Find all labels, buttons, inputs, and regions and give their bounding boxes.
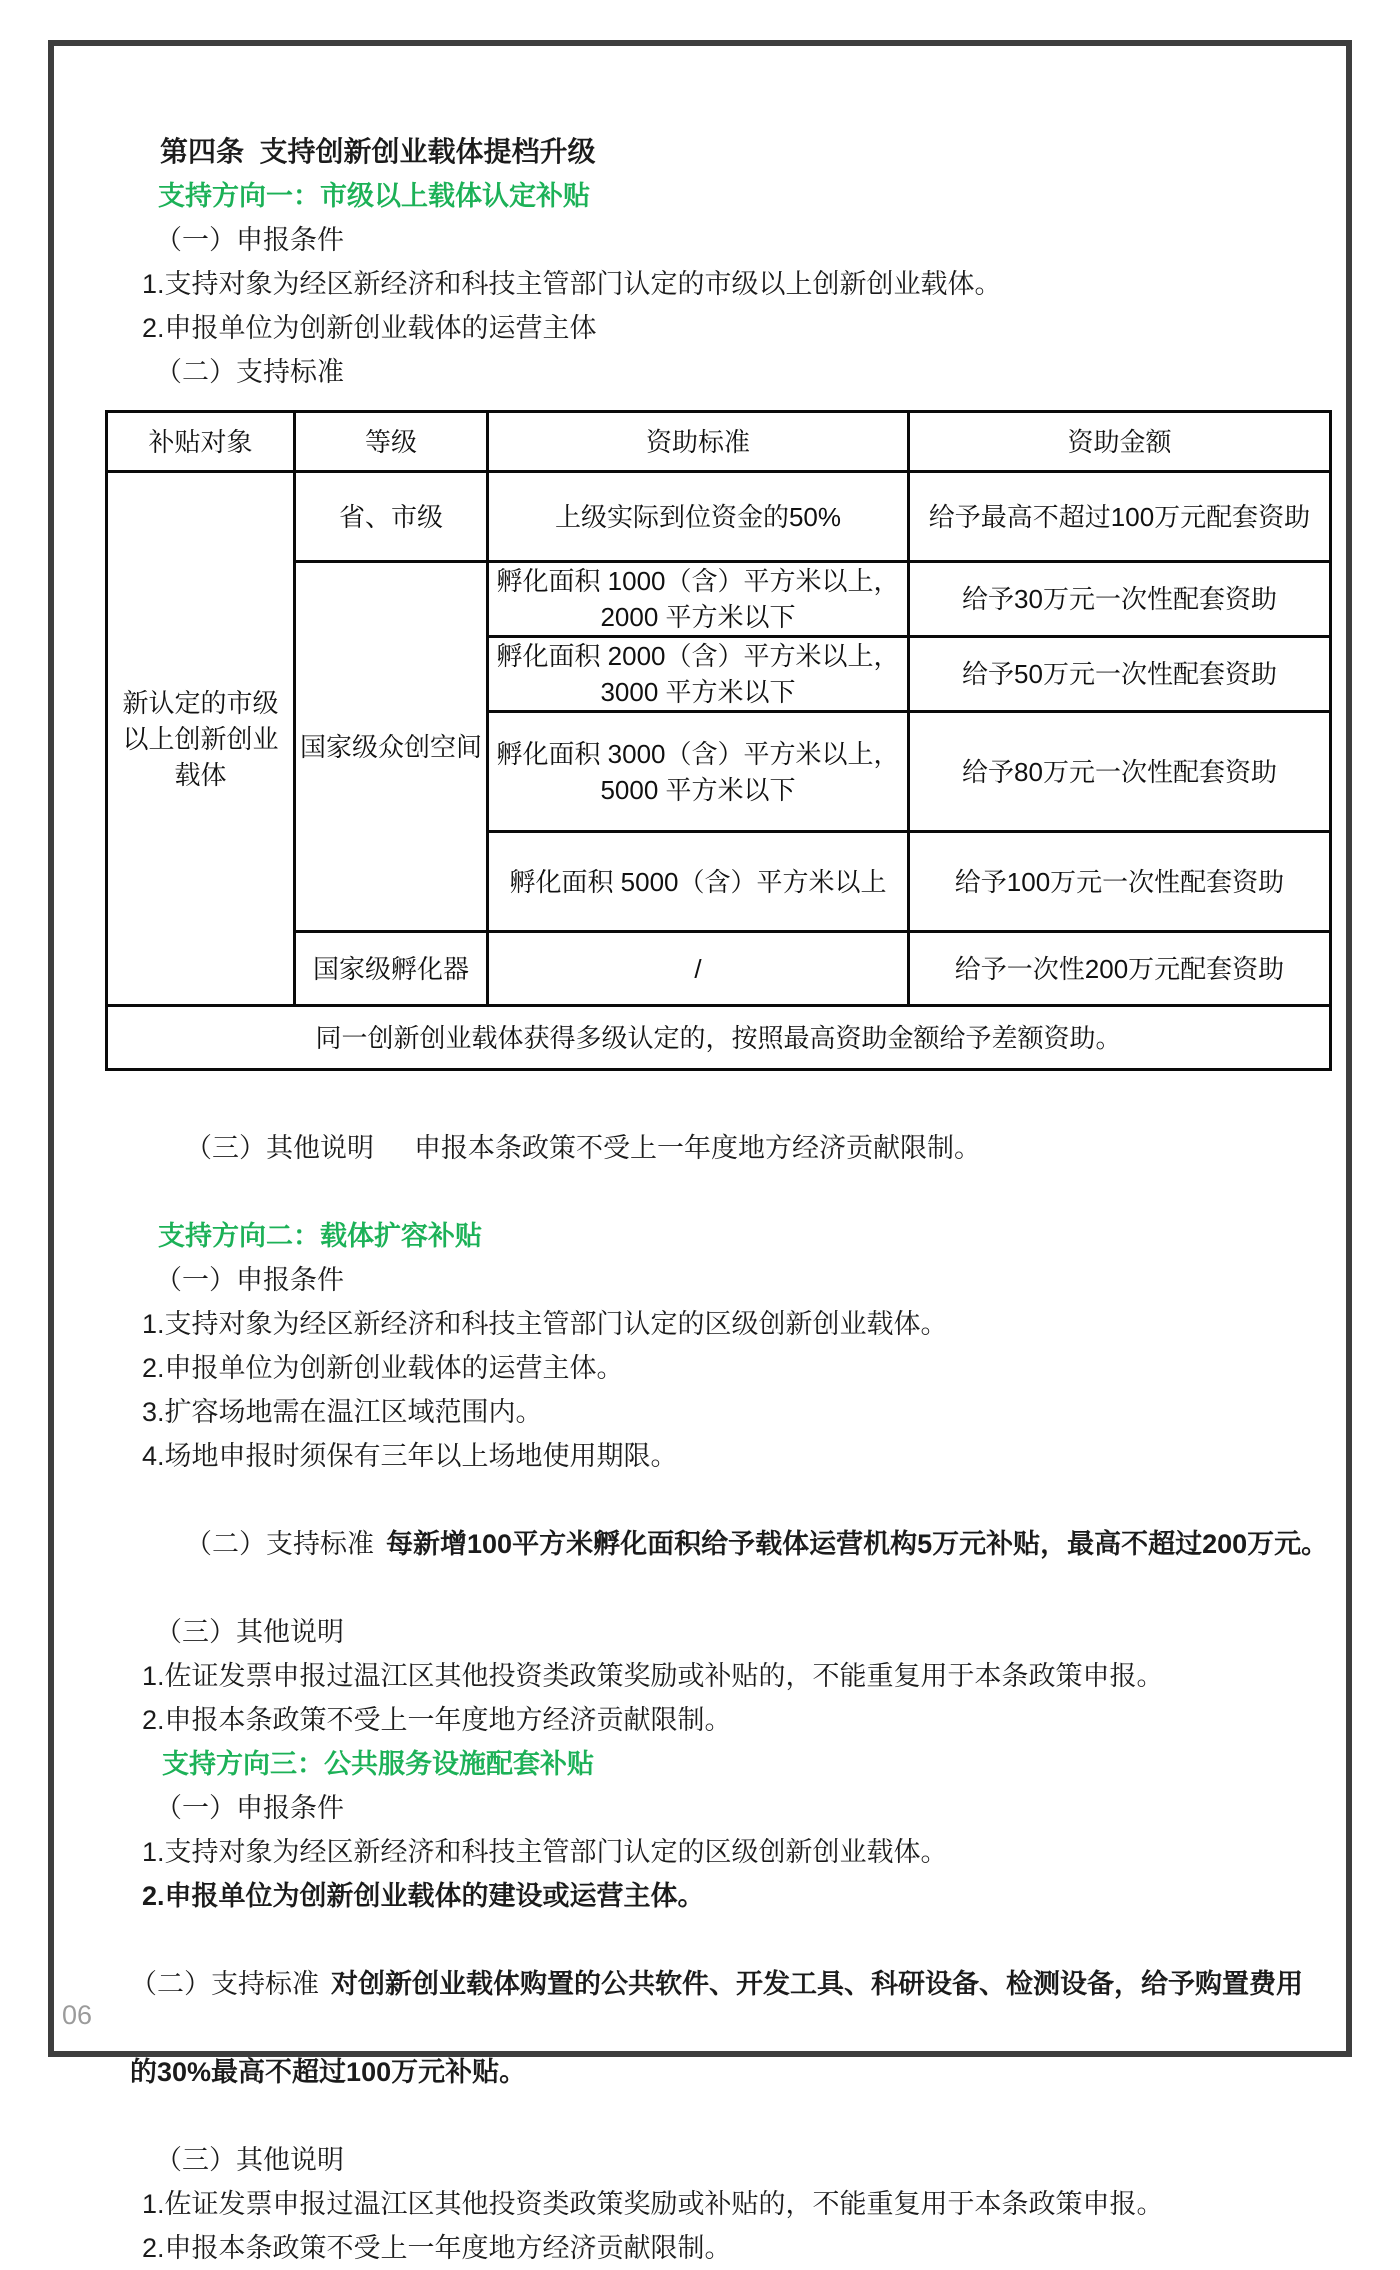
direction3-standard-line — [100, 1918, 1352, 2138]
subsidy-table — [105, 410, 1332, 1071]
direction1-apply-item: 2.申报单位为创新创业载体的运营主体 — [142, 313, 597, 343]
direction2-other-label: （三）其他说明 — [155, 1617, 344, 1647]
direction1-standard-label: （二）支持标准 — [155, 357, 344, 387]
table-header-target: 补贴对象 — [107, 412, 295, 472]
table-cell-level: 国家级众创空间 — [295, 562, 488, 932]
direction3-standard-text-line2: 的30%最高不超过100万元补贴。 — [130, 2057, 527, 2087]
table-cell-level: 国家级孵化器 — [295, 932, 488, 1006]
direction3-standard-text-line1: 对创新创业载体购置的公共软件、开发工具、科研设备、检测设备，给予购置费用 — [331, 1969, 1304, 1999]
direction3-apply-item: 1.支持对象为经区新经济和科技主管部门认定的区级创新创业载体。 — [142, 1837, 948, 1867]
direction2-heading: 支持方向二：载体扩容补贴 — [158, 1221, 482, 1251]
direction3-other-item: 1.佐证发票申报过温江区其他投资类政策奖励或补贴的，不能重复用于本条政策申报。 — [142, 2189, 1164, 2219]
table-footnote-row — [107, 1006, 1331, 1070]
direction1-apply-label: （一）申报条件 — [155, 225, 344, 255]
direction2-apply-item: 4.场地申报时须保有三年以上场地使用期限。 — [142, 1441, 678, 1471]
direction3-apply-label: （一）申报条件 — [155, 1793, 344, 1823]
direction3-apply-item: 2.申报单位为创新创业载体的建设或运营主体。 — [142, 1881, 705, 1911]
direction2-apply-label: （一）申报条件 — [155, 1265, 344, 1295]
table-cell-amount: 给予30万元一次性配套资助 — [909, 562, 1331, 637]
table-cell-amount: 给予最高不超过100万元配套资助 — [909, 472, 1331, 562]
direction1-apply-item: 1.支持对象为经区新经济和科技主管部门认定的市级以上创新创业载体。 — [142, 269, 1002, 299]
direction1-heading: 支持方向一：市级以上载体认定补贴 — [158, 181, 590, 211]
direction2-apply-item: 1.支持对象为经区新经济和科技主管部门认定的区级创新创业载体。 — [142, 1309, 948, 1339]
table-cell-standard: 孵化面积 1000（含）平方米以上，2000 平方米以下 — [488, 562, 909, 637]
table-cell-standard: / — [488, 932, 909, 1006]
table-row — [107, 472, 1331, 562]
table-header-level: 等级 — [295, 412, 488, 472]
direction2-other-item: 1.佐证发票申报过温江区其他投资类政策奖励或补贴的，不能重复用于本条政策申报。 — [142, 1661, 1164, 1691]
direction1-other-note: 申报本条政策不受上一年度地方经济贡献限制。 — [414, 1133, 982, 1163]
direction3-other-item: 2.申报本条政策不受上一年度地方经济贡献限制。 — [142, 2233, 732, 2263]
table-cell-amount: 给予50万元一次性配套资助 — [909, 637, 1331, 712]
table-header-amount: 资助金额 — [909, 412, 1331, 472]
table-cell-amount: 给予80万元一次性配套资助 — [909, 712, 1331, 832]
direction2-standard-label: （二）支持标准 — [185, 1529, 375, 1559]
table-footnote: 同一创新创业载体获得多级认定的，按照最高资助金额给予差额资助。 — [107, 1006, 1331, 1070]
table-header-standard: 资助标准 — [488, 412, 909, 472]
table-cell-amount: 给予一次性200万元配套资助 — [909, 932, 1331, 1006]
table-cell-standard: 孵化面积 5000（含）平方米以上 — [488, 832, 909, 932]
direction3-standard-label: （二）支持标准 — [130, 1969, 320, 1999]
page-number: 06 — [62, 2000, 93, 2030]
direction2-other-item: 2.申报本条政策不受上一年度地方经济贡献限制。 — [142, 1705, 732, 1735]
direction2-standard-text: 每新增100平方米孵化面积给予载体运营机构5万元补贴，最高不超过200万元。 — [386, 1529, 1329, 1559]
table-cell-standard: 孵化面积 2000（含）平方米以上，3000 平方米以下 — [488, 637, 909, 712]
direction3-heading: 支持方向三：公共服务设施配套补贴 — [162, 1749, 594, 1779]
table-cell-target: 新认定的市级以上创新创业载体 — [107, 472, 295, 1006]
table-cell-amount: 给予100万元一次性配套资助 — [909, 832, 1331, 932]
article-title: 第四条 支持创新创业载体提档升级 — [160, 136, 596, 167]
direction1-other-line — [155, 1082, 1352, 1214]
direction1-other-label: （三）其他说明 — [185, 1133, 375, 1163]
direction2-standard-line — [155, 1478, 1352, 1610]
page-content — [100, 130, 1352, 2270]
direction2-apply-item: 3.扩容场地需在温江区域范围内。 — [142, 1397, 543, 1427]
table-cell-level: 省、市级 — [295, 472, 488, 562]
table-cell-standard: 孵化面积 3000（含）平方米以上，5000 平方米以下 — [488, 712, 909, 832]
table-header-row — [107, 412, 1331, 472]
direction2-apply-item: 2.申报单位为创新创业载体的运营主体。 — [142, 1353, 624, 1383]
direction3-other-label: （三）其他说明 — [155, 2145, 344, 2175]
table-cell-standard: 上级实际到位资金的50% — [488, 472, 909, 562]
